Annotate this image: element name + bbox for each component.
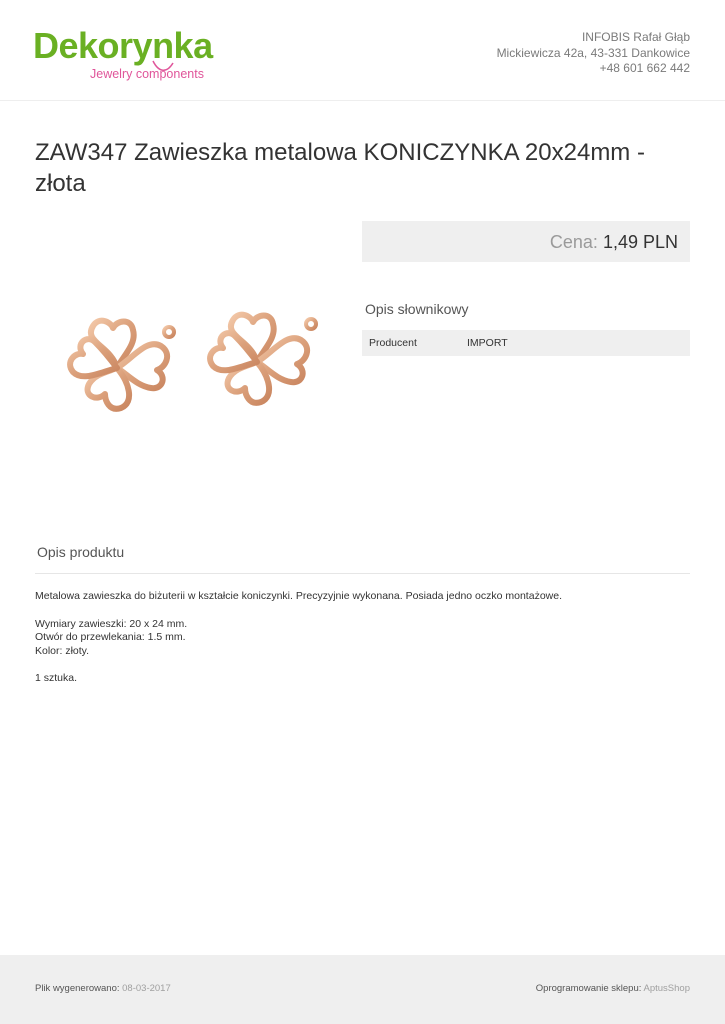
divider (35, 573, 690, 574)
description-paragraph: Kolor: złoty. (35, 644, 90, 657)
company-name: INFOBIS Rafał Głąb (581, 30, 690, 44)
dictionary-title: Opis słownikowy (365, 301, 469, 317)
attribute-name: Producent (369, 337, 417, 349)
product-title: ZAW347 Zawieszka metalowa KONICZYNKA 20x24mm - złota (35, 139, 645, 197)
generated-info (35, 983, 171, 994)
price (550, 231, 678, 253)
clover-pendant-image (35, 250, 340, 450)
description-paragraph: Metalowa zawieszka do biżuterii w kształcie koniczynki. Precyzyjnie wykonana. Posiada jedno oczko montażowe. (35, 590, 562, 602)
generated-label: Plik wygenerowano: (35, 983, 120, 994)
price-value: 1,49 PLN (602, 232, 678, 252)
company-phone: +48 601 662 442 (599, 61, 690, 75)
description-title: Opis produktu (37, 544, 125, 560)
price-box (362, 221, 690, 262)
description-paragraph: Wymiary zawieszki: 20 x 24 mm. (35, 617, 188, 630)
software-info (536, 983, 690, 994)
logo-tagline: Jewelry components (90, 67, 204, 81)
attribute-value: IMPORT (467, 337, 508, 349)
product-description (35, 590, 690, 686)
company-address: Mickiewicza 42a, 43-331 Dankowice (496, 45, 690, 60)
logo-main-text: Dekorynka (33, 25, 213, 66)
description-paragraph: Otwór do przewlekania: 1.5 mm. (35, 631, 186, 643)
description-paragraph: 1 sztuka. (35, 672, 78, 684)
price-label: Cena: (549, 232, 598, 252)
generated-date: 08-03-2017 (122, 983, 171, 994)
page-header (0, 0, 725, 101)
page-footer (0, 955, 725, 1024)
product-image (35, 250, 340, 450)
software-link[interactable]: AptusShop (643, 983, 690, 994)
software-label: Oprogramowanie sklepu: (535, 983, 642, 994)
attribute-row (362, 330, 690, 356)
logo (33, 26, 233, 86)
company-info (497, 30, 690, 77)
